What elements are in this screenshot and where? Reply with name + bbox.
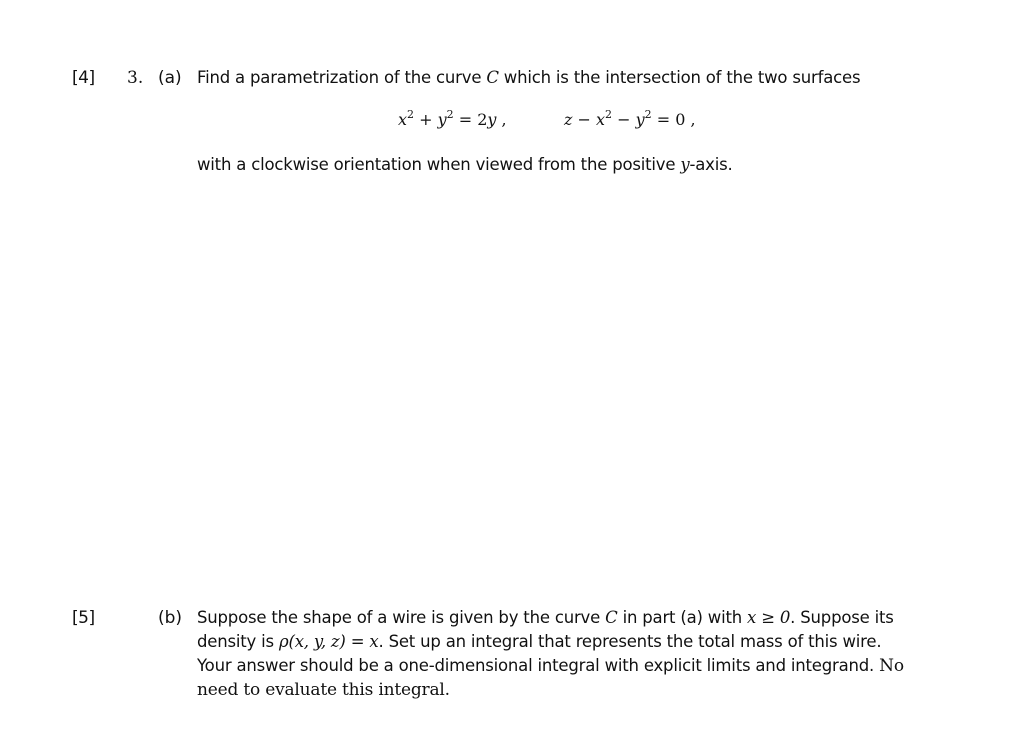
- operator: −: [572, 110, 597, 129]
- marks-part-b: [5]: [72, 608, 95, 628]
- part-b-line-2: [197, 630, 917, 654]
- operator: +: [414, 110, 438, 129]
- curve-symbol: C: [605, 608, 618, 627]
- part-b-label: (b): [158, 608, 183, 628]
- part-b-prompt: [197, 606, 917, 702]
- part-b-line-3: [197, 654, 917, 678]
- prompt-text: Suppose the shape of a wire is given by the curve: [197, 608, 606, 627]
- comma: ,: [496, 110, 507, 129]
- prompt-text: density is: [197, 632, 279, 651]
- operator: −: [612, 110, 636, 129]
- equation-cylinder: [398, 110, 507, 129]
- var-y: y: [437, 110, 447, 129]
- part-a-orientation: [197, 153, 733, 177]
- question-number: 3.: [127, 68, 144, 88]
- var-y: y: [680, 155, 690, 174]
- part-a-label: (a): [158, 68, 182, 88]
- prompt-text: in part (a) with: [617, 608, 748, 627]
- equals: = 0 ,: [651, 110, 696, 129]
- curve-symbol: C: [486, 68, 499, 87]
- exponent: 2: [446, 108, 454, 121]
- equals: = 2: [453, 110, 488, 129]
- var-z: z: [564, 110, 573, 129]
- prompt-text-serif: No: [879, 656, 904, 676]
- var-y: y: [635, 110, 645, 129]
- prompt-text: Find a parametrization of the curve: [197, 68, 487, 87]
- prompt-text: . Set up an integral that represents the total mass of this wire.: [378, 632, 882, 651]
- var-x: x: [398, 110, 408, 129]
- exponent: 2: [644, 108, 652, 121]
- var-y: y: [487, 110, 497, 129]
- equation-paraboloid: [564, 110, 696, 129]
- part-b-line-1: [197, 606, 917, 630]
- exponent: 2: [605, 108, 613, 121]
- exponent: 2: [407, 108, 415, 121]
- var-x: x: [596, 110, 606, 129]
- orientation-text: with a clockwise orientation when viewed from the positive: [197, 155, 681, 174]
- density-function: ρ(x, y, z) = x: [278, 632, 379, 651]
- part-b-line-4: need to evaluate this integral.: [197, 680, 450, 700]
- prompt-text: Your answer should be a one-dimensional integral with explicit limits and integrand.: [197, 656, 880, 675]
- part-a-prompt: [197, 66, 860, 90]
- prompt-text: . Suppose its: [790, 608, 894, 627]
- orientation-text: -axis.: [689, 155, 733, 174]
- prompt-text: which is the intersection of the two surfaces: [498, 68, 861, 87]
- condition-x-nonnegative: x ≥ 0: [747, 608, 791, 627]
- marks-part-a: [4]: [72, 68, 95, 88]
